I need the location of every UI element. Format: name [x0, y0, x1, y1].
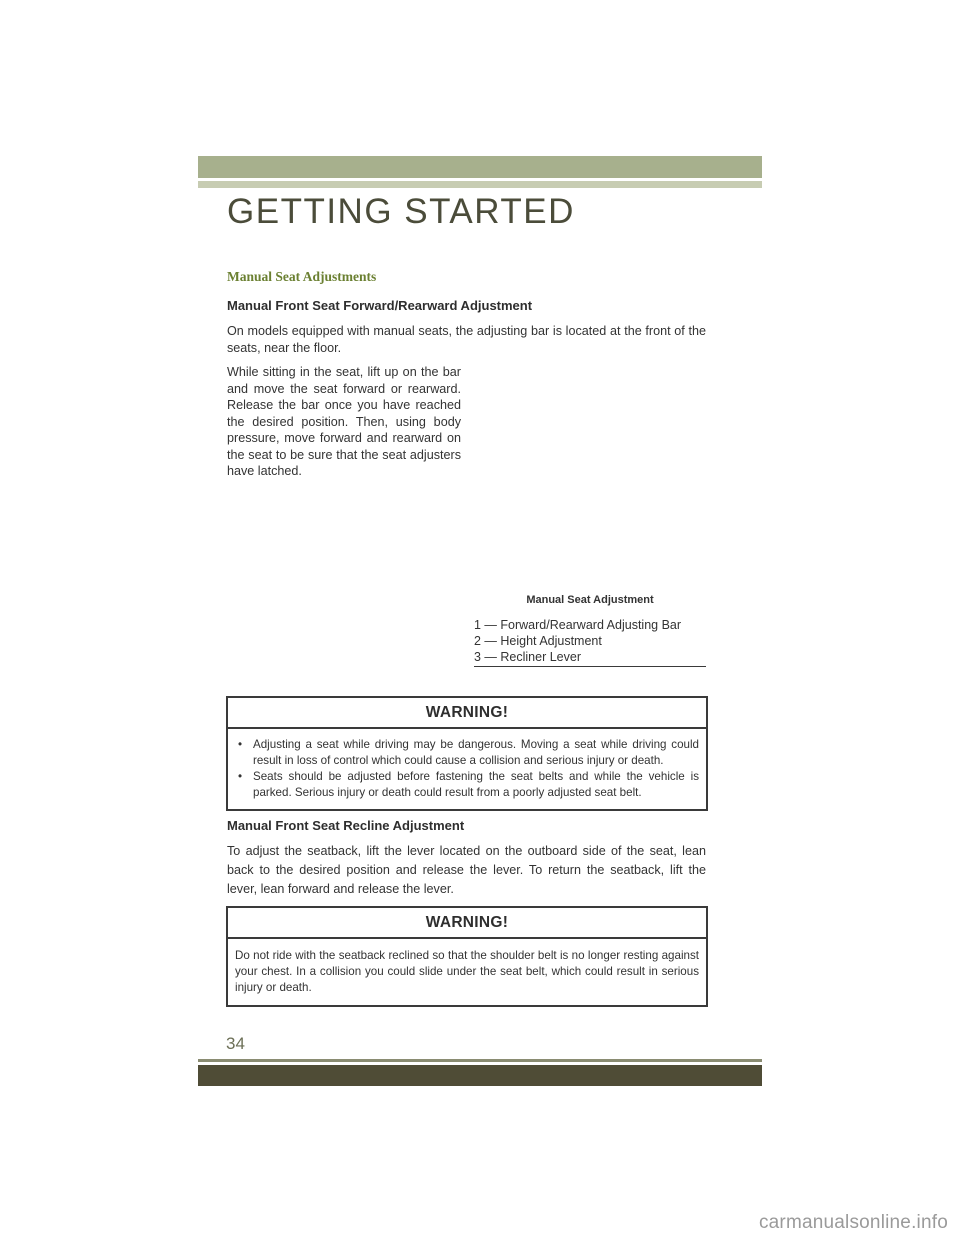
legend-item: 3 — Recliner Lever [474, 650, 581, 664]
warning-box-seat-adjust [226, 696, 708, 811]
legend-item: 2 — Height Adjustment [474, 634, 602, 648]
figure-legend [474, 617, 706, 665]
footer-band [198, 1065, 762, 1086]
warning-bullet [235, 737, 699, 769]
recline-para: To adjust the seatback, lift the lever located on the outboard side of the seat, lean back to the desired position and release the lever. To return the seatback, lift the lever, lean forward and release the lever. [227, 844, 706, 896]
warning-title: WARNING! [228, 908, 706, 939]
footer-thin-band [198, 1059, 762, 1062]
figure-caption: Manual Seat Adjustment [526, 594, 654, 606]
header-band [198, 156, 762, 178]
warning-bullet-text: Seats should be adjusted before fastening the seat belts and while the vehicle is parked. Serious injury or death could result from a poorly adjusted seat belt. [253, 770, 699, 799]
forward-rearward-title: Manual Front Seat Forward/Rearward Adjustment [227, 298, 533, 313]
warning-bullet-text: Adjusting a seat while driving may be dangerous. Moving a seat while driving could result in loss of control which could cause a collision and serious injury or death. [253, 738, 699, 767]
warning-box-recline [226, 906, 708, 1007]
page-number: 34 [226, 1034, 245, 1053]
warning-text: Do not ride with the seatback reclined so that the shoulder belt is no longer resting against your chest. In a collision you could slide under the seat belt, which could result in serious injury or death. [235, 949, 699, 994]
header-thin-band [198, 181, 762, 188]
section-title: GETTING STARTED [227, 192, 575, 231]
forward-rearward-para2: While sitting in the seat, lift up on the bar and move the seat forward or rearward. Release the bar once you have reached the desired position. Then, using body pressure, move forward and rearward on the seat to be sure that the seat adjusters have latched. [227, 365, 461, 478]
warning-body [228, 729, 706, 809]
bullet-icon: • [238, 738, 243, 751]
recline-title: Manual Front Seat Recline Adjustment [227, 818, 465, 833]
legend-item: 1 — Forward/Rearward Adjusting Bar [474, 618, 682, 632]
seat-figure-image [474, 366, 706, 584]
warning-bullet [235, 769, 699, 801]
legend-divider [474, 666, 706, 667]
forward-rearward-para1: On models equipped with manual seats, the adjusting bar is located at the front of the seats, near the floor. [227, 324, 706, 355]
bullet-icon: • [238, 770, 243, 783]
section-heading: Manual Seat Adjustments [227, 269, 377, 284]
warning-title: WARNING! [228, 698, 706, 729]
watermark: carmanualsonline.info [758, 1212, 948, 1233]
